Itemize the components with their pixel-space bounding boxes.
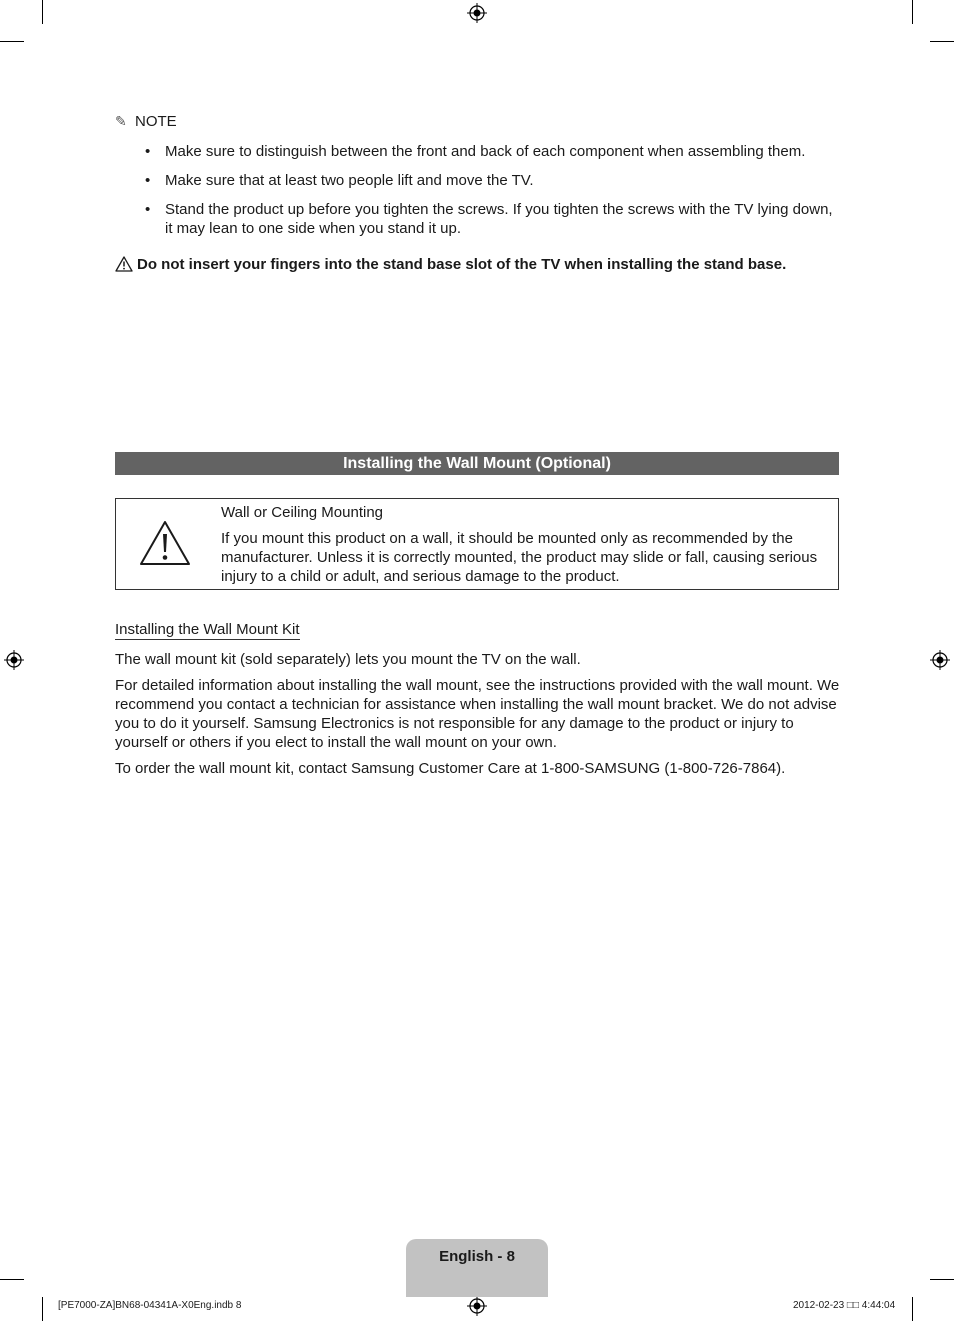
paragraph: For detailed information about installing the wall mount, see the instructions provided with the wall mount. We recommend you contact a technician for assistance when installing the wall mount bracket. We do not advise you to do it yourself. Samsung Electronics is not responsible for any damage to the product or injury to yourself or others if you elect to install the wall mount on your own.	[115, 677, 840, 751]
crop-mark	[42, 0, 43, 24]
list-item: • Make sure that at least two people lift and move the TV.	[145, 172, 534, 189]
registration-mark-icon	[930, 650, 950, 670]
registration-mark-icon	[467, 1296, 487, 1316]
page-number: English - 8	[439, 1248, 515, 1265]
list-item: • Make sure to distinguish between the front and back of each component when assembling them.	[145, 143, 806, 160]
slug-filename: [PE7000-ZA]BN68-04341A-X0Eng.indb 8	[58, 1300, 242, 1311]
crop-mark	[42, 1297, 43, 1321]
warning-triangle-icon	[115, 256, 133, 272]
warning-box	[115, 498, 839, 590]
crop-mark	[0, 1279, 24, 1280]
warning-triangle-icon	[138, 519, 192, 567]
pencil-icon: ✎	[115, 114, 127, 130]
crop-mark	[912, 0, 913, 24]
section-title-bar: Installing the Wall Mount (Optional)	[115, 452, 839, 475]
warning-title: Wall or Ceiling Mounting	[221, 504, 384, 521]
list-item: • Stand the product up before you tighten the screws. If you tighten the screws with the TV lying down, it may lean to one side when you stand it up.	[145, 201, 833, 237]
caution-line	[115, 255, 786, 274]
slug-timestamp: 2012-02-23 □□ 4:44:04	[793, 1300, 896, 1311]
crop-mark	[930, 41, 954, 42]
crop-mark	[0, 41, 24, 42]
note-heading	[115, 112, 177, 132]
note-bullet-list	[145, 142, 835, 248]
note-title: NOTE	[135, 113, 177, 130]
paragraph: The wall mount kit (sold separately) lets you mount the TV on the wall.	[115, 651, 581, 668]
crop-mark	[912, 1297, 913, 1321]
caution-text: Do not insert your fingers into the stand base slot of the TV when installing the stand base.	[137, 256, 787, 273]
warning-body: If you mount this product on a wall, it should be mounted only as recommended by the manufacturer. Unless it is correctly mounted, the product may slide or fall, causing serious injury to a child or adult, and serious damage to the product.	[221, 530, 818, 585]
paragraph: To order the wall mount kit, contact Samsung Customer Care at 1-800-SAMSUNG (1-800-726-7864).	[115, 760, 786, 777]
crop-mark	[930, 1279, 954, 1280]
registration-mark-icon	[467, 3, 487, 23]
registration-mark-icon	[4, 650, 24, 670]
subsection-heading: Installing the Wall Mount Kit	[115, 621, 300, 638]
